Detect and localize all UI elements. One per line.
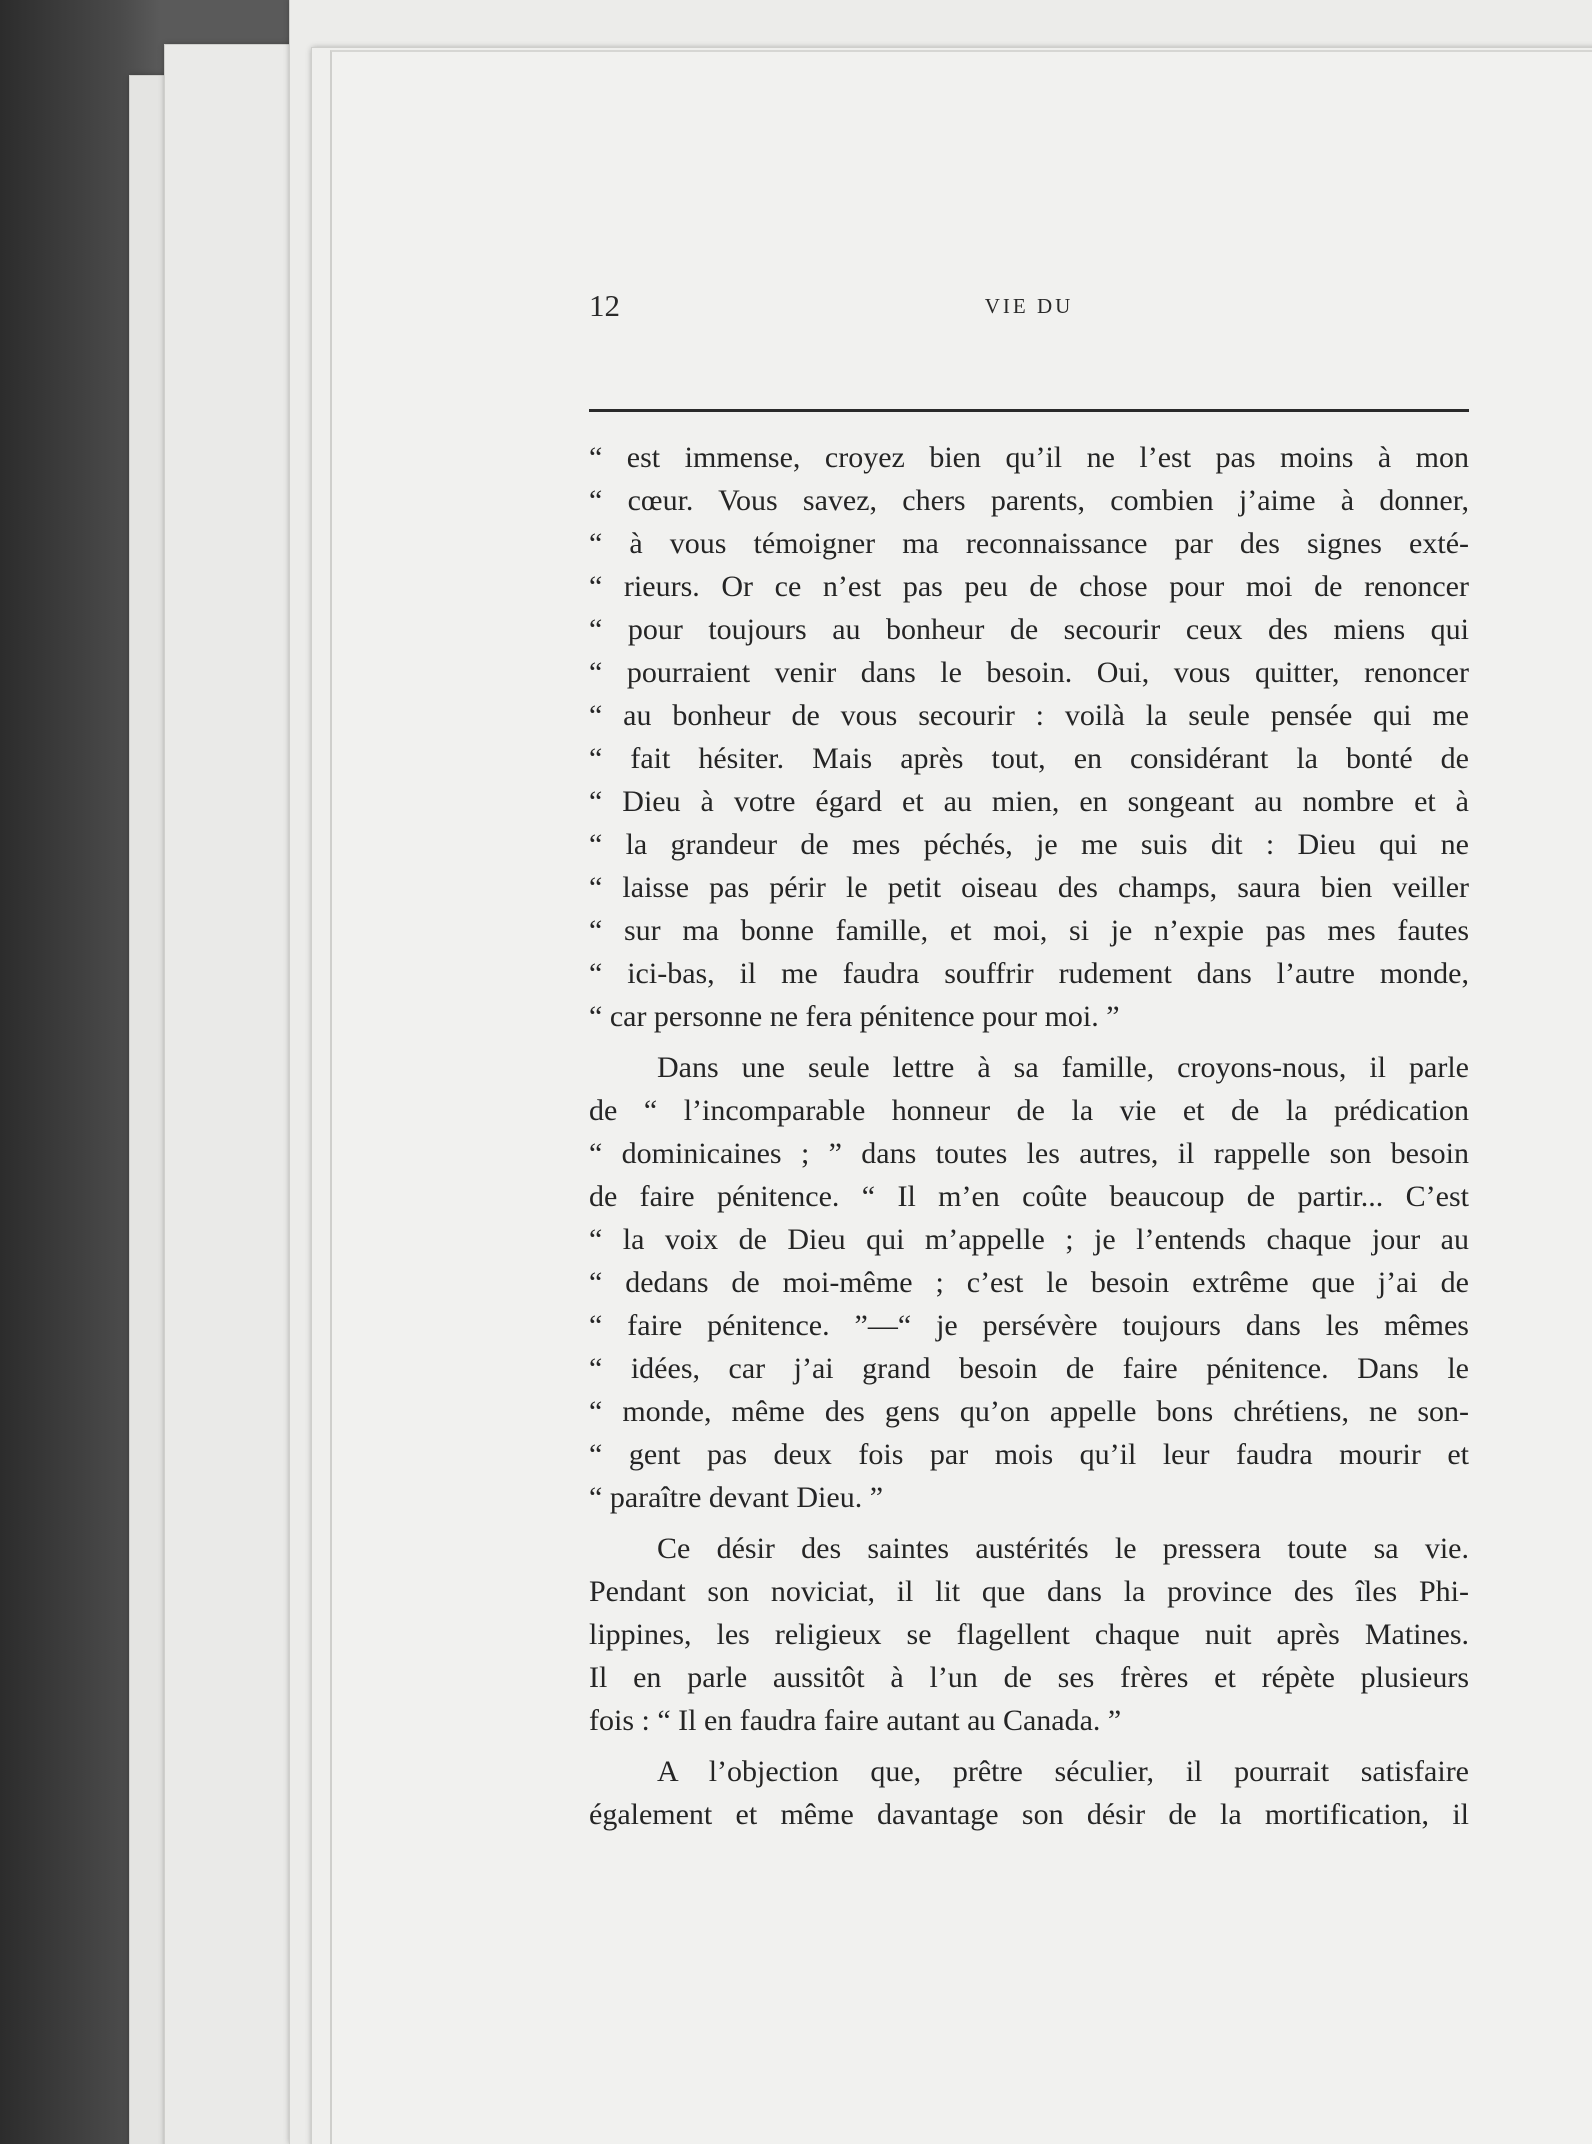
text-line: “ la grandeur de mes péchés, je me suis dit : Dieu qui ne <box>589 828 1469 861</box>
text-line: Ce désir des saintes austérités le pressera toute sa vie. <box>657 1532 1469 1565</box>
paragraph <box>589 436 1469 1038</box>
text-line: “ gent pas deux fois par mois qu’il leur faudra mourir et <box>589 1438 1469 1471</box>
header-rule <box>589 409 1469 412</box>
text-line: “ fait hésiter. Mais après tout, en considérant la bonté de <box>589 742 1469 775</box>
text-line: “ est immense, croyez bien qu’il ne l’est pas moins à mon <box>589 441 1469 474</box>
text-line: A l’objection que, prêtre séculier, il pourrait satisfaire <box>657 1755 1469 1788</box>
paragraph <box>589 1750 1469 1836</box>
text-line: “ monde, même des gens qu’on appelle bons chrétiens, ne son- <box>589 1395 1469 1428</box>
text-line: “ Dieu à votre égard et au mien, en songeant au nombre et à <box>589 785 1469 818</box>
page-number: 12 <box>589 288 620 323</box>
body-text <box>589 436 1469 1836</box>
text-line: lippines, les religieux se flagellent chaque nuit après Matines. <box>589 1618 1469 1651</box>
text-line: “ pour toujours au bonheur de secourir ceux des miens qui <box>589 613 1469 646</box>
text-line: “ laisse pas périr le petit oiseau des champs, saura bien veiller <box>589 871 1469 904</box>
text-line: “ au bonheur de vous secourir : voilà la seule pensée qui me <box>589 699 1469 732</box>
text-line: “ paraître devant Dieu. ” <box>589 1481 884 1514</box>
text-line: “ dedans de moi-même ; c’est le besoin extrême que j’ai de <box>589 1266 1469 1299</box>
text-line: “ cœur. Vous savez, chers parents, combien j’aime à donner, <box>589 484 1469 517</box>
text-line: Pendant son noviciat, il lit que dans la province des îles Phi- <box>589 1575 1469 1608</box>
text-line: “ sur ma bonne famille, et moi, si je n’expie pas mes fautes <box>589 914 1469 947</box>
running-head <box>589 288 1469 338</box>
paragraph <box>589 1046 1469 1519</box>
text-line: “ ici-bas, il me faudra souffrir rudement dans l’autre monde, <box>589 957 1469 990</box>
text-line: Il en parle aussitôt à l’un de ses frères et répète plusieurs <box>589 1661 1469 1694</box>
text-line: “ dominicaines ; ” dans toutes les autres, il rappelle son besoin <box>589 1137 1469 1170</box>
text-line: également et même davantage son désir de la mortification, il <box>589 1798 1469 1831</box>
text-line: “ faire pénitence. ”—“ je persévère toujours dans les mêmes <box>589 1309 1469 1342</box>
text-line: “ la voix de Dieu qui m’appelle ; je l’entends chaque jour au <box>589 1223 1469 1256</box>
book-page <box>330 50 1592 2144</box>
running-title: VIE DU <box>984 294 1074 318</box>
text-line: “ rieurs. Or ce n’est pas peu de chose pour moi de renoncer <box>589 570 1469 603</box>
text-line: “ pourraient venir dans le besoin. Oui, vous quitter, renoncer <box>589 656 1469 689</box>
text-line: “ car personne ne fera pénitence pour moi. ” <box>589 1000 1120 1033</box>
text-line: de “ l’incomparable honneur de la vie et de la prédication <box>589 1094 1469 1127</box>
text-line: “ idées, car j’ai grand besoin de faire pénitence. Dans le <box>589 1352 1469 1385</box>
text-line: “ à vous témoigner ma reconnaissance par des signes exté- <box>589 527 1469 560</box>
text-line: Dans une seule lettre à sa famille, croyons-nous, il parle <box>657 1051 1469 1084</box>
text-line: de faire pénitence. “ Il m’en coûte beaucoup de partir... C’est <box>589 1180 1469 1213</box>
paragraph <box>589 1527 1469 1742</box>
text-line: fois : “ Il en faudra faire autant au Canada. ” <box>589 1704 1122 1737</box>
